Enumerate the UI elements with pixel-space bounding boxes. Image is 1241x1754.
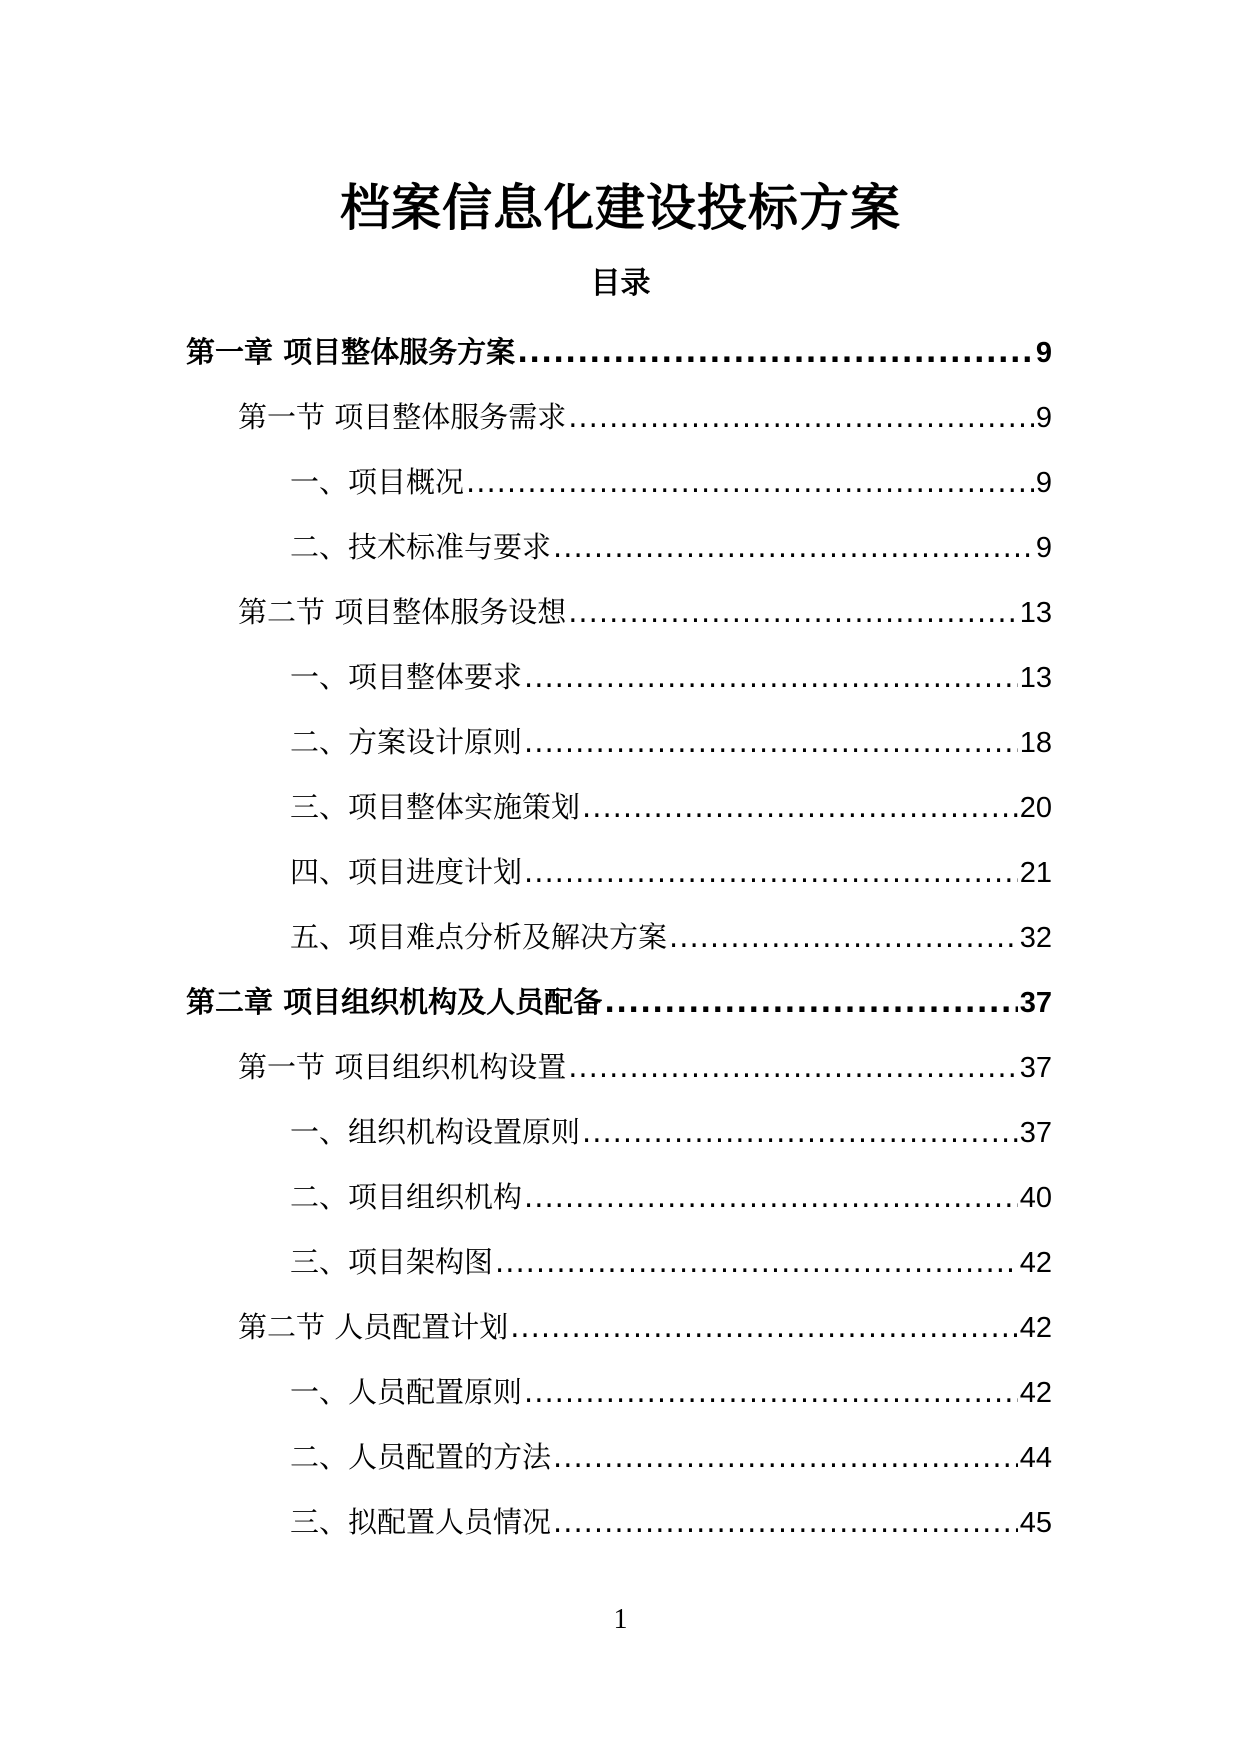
table-of-contents [186,332,1052,1567]
toc-entry[interactable] [186,1372,1052,1437]
toc-entry[interactable] [186,1112,1052,1177]
document-title: 档案信息化建设投标方案 [340,179,901,237]
toc-dot-leader [553,1502,1018,1542]
toc-entry[interactable] [186,1047,1052,1112]
toc-entry[interactable] [186,527,1052,592]
toc-dot-leader [669,917,1018,957]
toc-entry-label: 二、人员配置的方法 [290,1440,552,1474]
toc-entry-page: 18 [1019,727,1052,759]
toc-entry-label: 三、项目架构图 [290,1245,494,1279]
toc-entry-label: 二、项目组织机构 [290,1180,523,1214]
toc-dot-leader [568,592,1018,632]
toc-entry-label: 五、项目难点分析及解决方案 [290,920,668,954]
toc-entry[interactable] [186,462,1052,527]
toc-entry-label: 三、拟配置人员情况 [290,1505,552,1539]
toc-entry[interactable] [186,1437,1052,1502]
toc-entry-page: 37 [1019,987,1052,1019]
toc-dot-leader [524,1372,1018,1412]
page-number: 1 [613,1604,628,1635]
toc-entry-label: 二、技术标准与要求 [290,530,552,564]
toc-entry-page: 20 [1019,792,1052,824]
toc-dot-leader [568,1047,1018,1087]
toc-entry-label: 一、人员配置原则 [290,1375,523,1409]
toc-entry[interactable] [186,397,1052,462]
toc-entry-page: 37 [1019,1117,1052,1149]
toc-entry-page: 9 [1035,337,1052,369]
toc-entry[interactable] [186,917,1052,982]
toc-entry-label: 一、项目概况 [290,465,465,499]
toc-entry-page: 32 [1019,922,1052,954]
toc-entry-page: 9 [1035,532,1052,564]
toc-dot-leader [553,1437,1018,1477]
toc-dot-leader [510,1307,1018,1347]
toc-dot-leader [524,1177,1018,1217]
toc-entry-label: 三、项目整体实施策划 [290,790,581,824]
toc-entry-page: 21 [1019,857,1052,889]
toc-entry-page: 9 [1035,402,1052,434]
toc-entry-page: 45 [1019,1507,1052,1539]
toc-dot-leader [517,332,1034,372]
toc-entry-label: 二、方案设计原则 [290,725,523,759]
toc-dot-leader [568,397,1034,437]
toc-entry[interactable] [186,1177,1052,1242]
toc-dot-leader [524,852,1018,892]
toc-entry-page: 40 [1019,1182,1052,1214]
toc-entry-page: 9 [1035,467,1052,499]
toc-entry[interactable] [186,852,1052,917]
toc-entry-label: 一、项目整体要求 [290,660,523,694]
toc-heading: 目录 [590,266,651,301]
toc-entry-label: 第一节 项目组织机构设置 [238,1050,567,1084]
toc-entry[interactable] [186,332,1052,397]
toc-entry-page: 13 [1019,662,1052,694]
toc-entry[interactable] [186,1307,1052,1372]
toc-entry[interactable] [186,592,1052,657]
toc-entry-label: 第二章 项目组织机构及人员配备 [186,985,603,1019]
toc-entry-page: 13 [1019,597,1052,629]
toc-entry-page: 44 [1019,1442,1052,1474]
toc-entry[interactable] [186,1242,1052,1307]
toc-entry-page: 42 [1019,1312,1052,1344]
toc-entry-page: 42 [1019,1247,1052,1279]
toc-entry-label: 一、组织机构设置原则 [290,1115,581,1149]
toc-entry[interactable] [186,982,1052,1047]
toc-entry[interactable] [186,657,1052,722]
toc-entry[interactable] [186,787,1052,852]
toc-entry-page: 37 [1019,1052,1052,1084]
toc-entry-page: 42 [1019,1377,1052,1409]
toc-dot-leader [582,1112,1018,1152]
toc-dot-leader [524,722,1018,762]
toc-entry-label: 第一章 项目整体服务方案 [186,335,516,369]
toc-dot-leader [466,462,1034,502]
toc-entry[interactable] [186,1502,1052,1567]
toc-dot-leader [604,982,1018,1022]
toc-entry-label: 四、项目进度计划 [290,855,523,889]
toc-dot-leader [495,1242,1018,1282]
toc-dot-leader [582,787,1018,827]
toc-dot-leader [524,657,1018,697]
toc-entry-label: 第一节 项目整体服务需求 [238,400,567,434]
toc-entry-label: 第二节 项目整体服务设想 [238,595,567,629]
toc-dot-leader [553,527,1034,567]
toc-entry-label: 第二节 人员配置计划 [238,1310,509,1344]
toc-entry[interactable] [186,722,1052,787]
